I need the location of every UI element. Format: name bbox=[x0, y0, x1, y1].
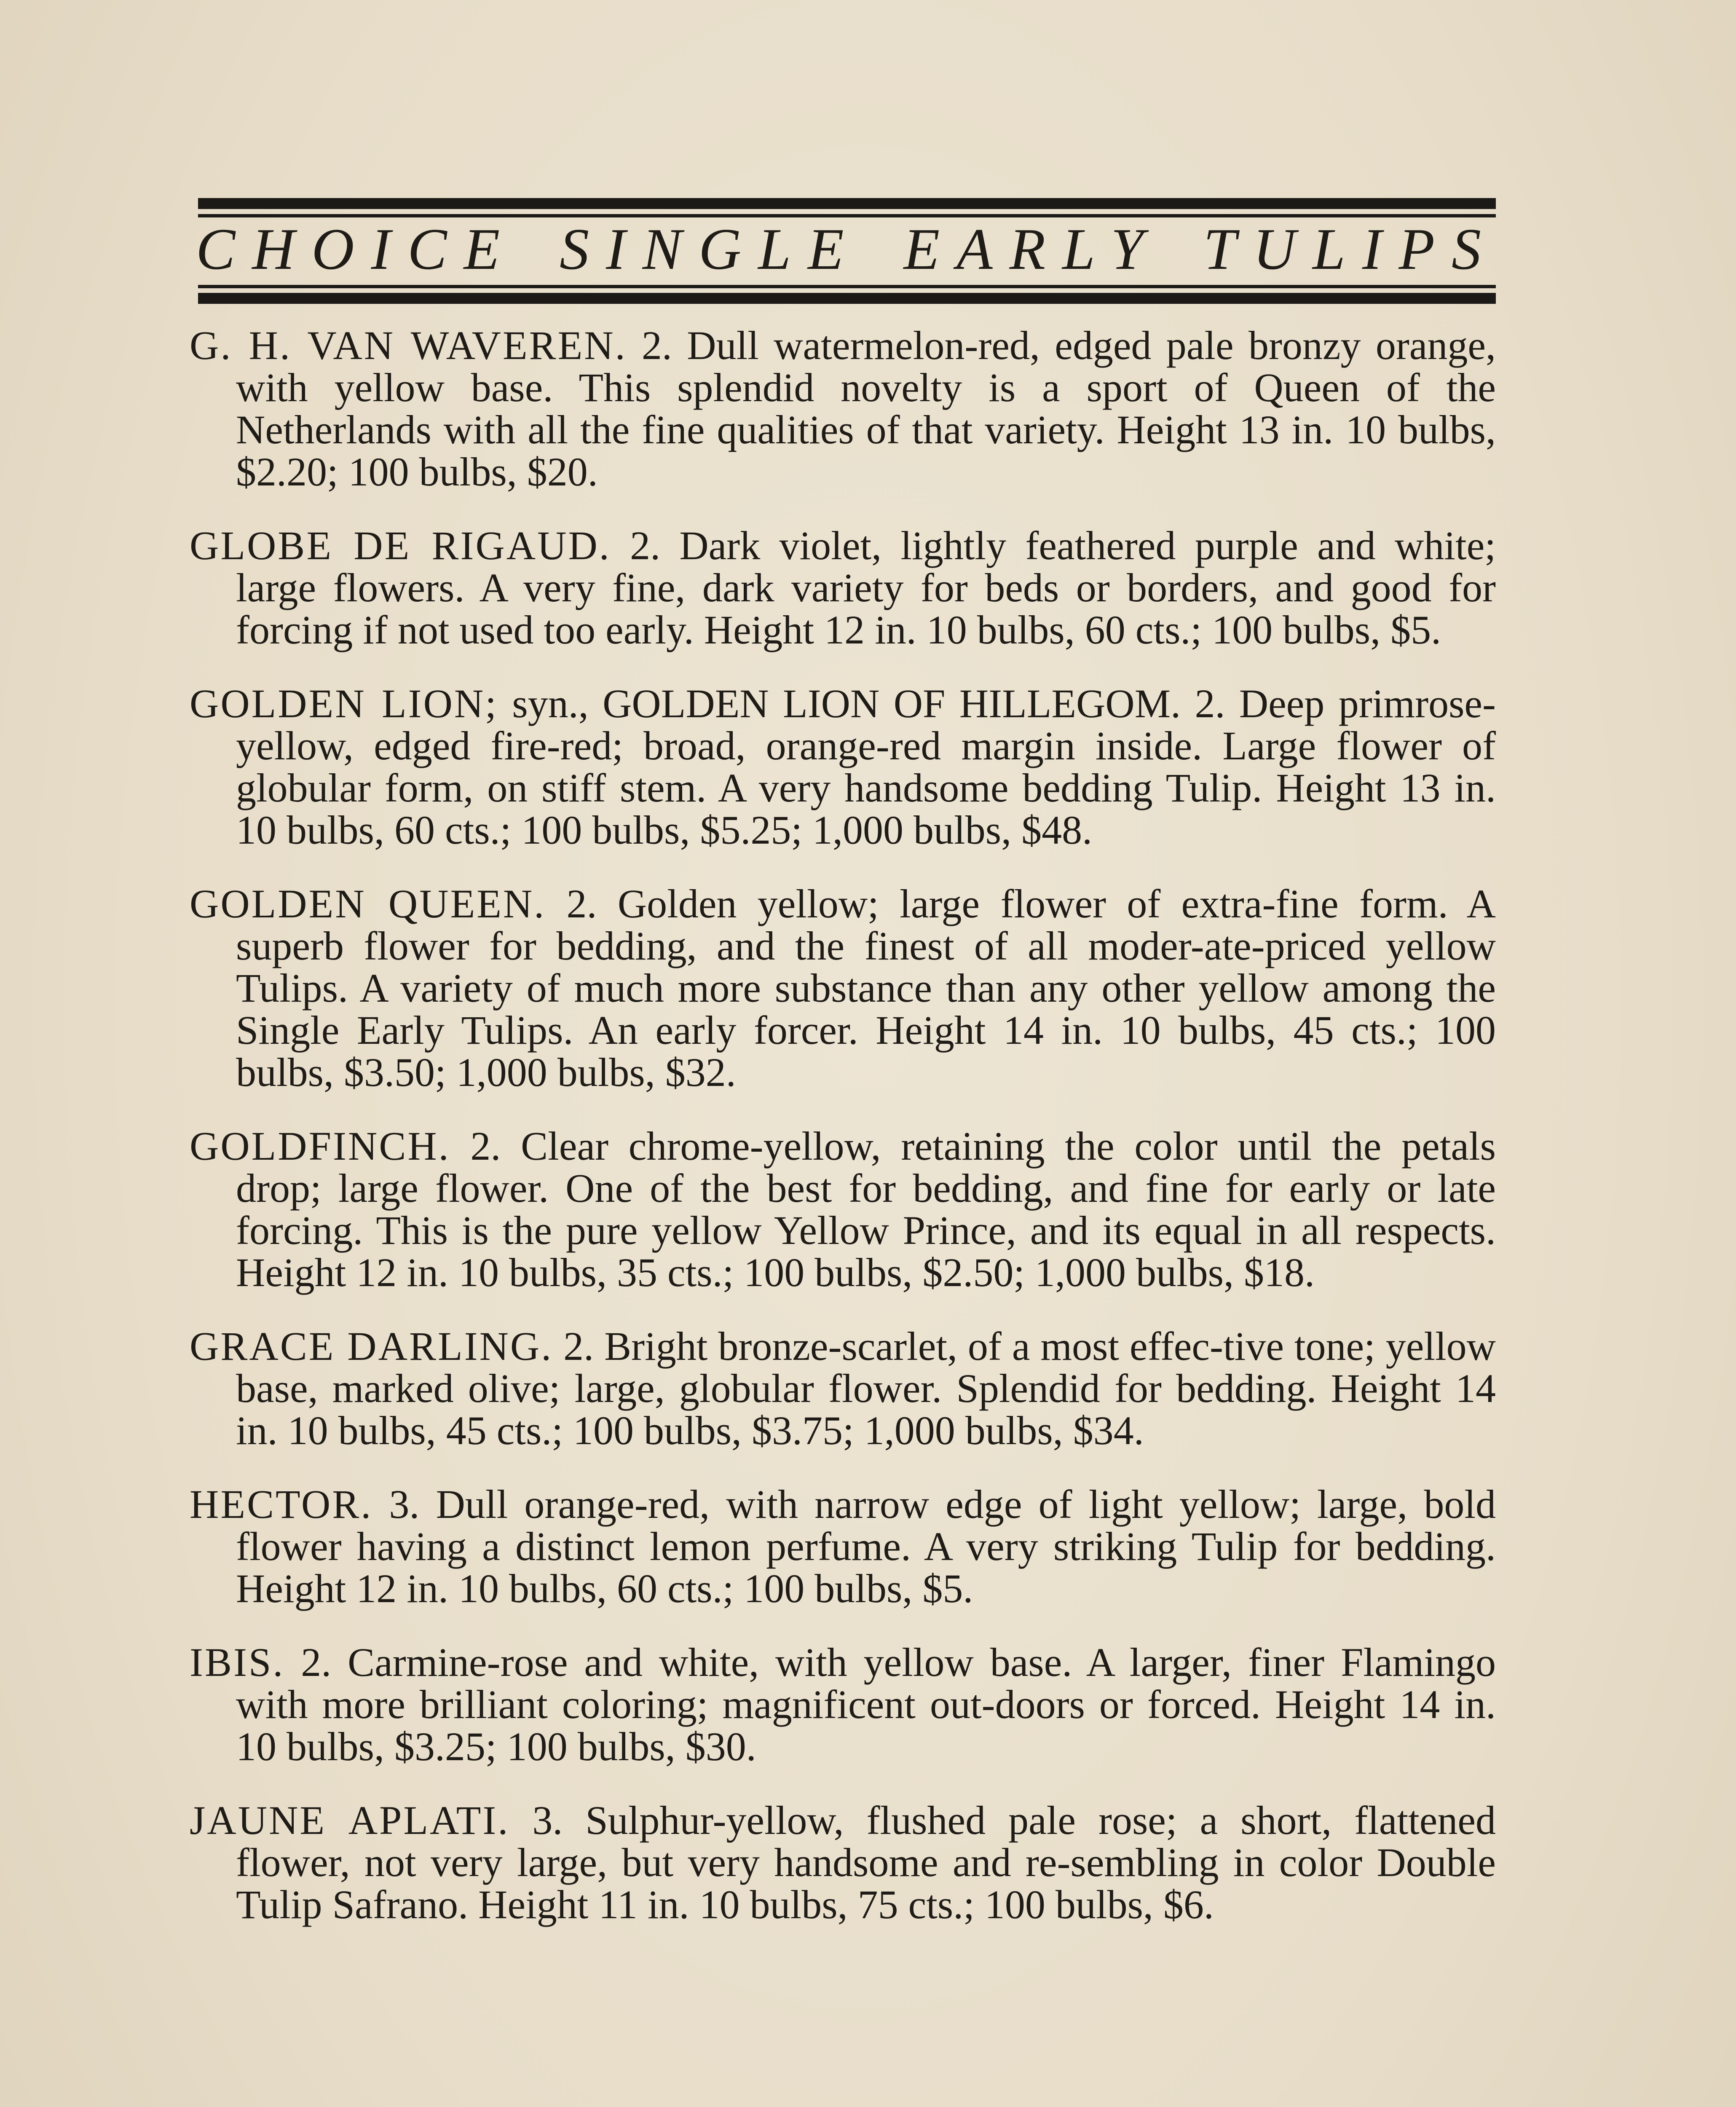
tulip-entry bbox=[190, 324, 1496, 493]
tulip-entry bbox=[190, 1325, 1496, 1452]
tulip-description: 3. Dull orange-red, with narrow edge of light yellow; large, bold flower having a distinct lemon perfume. A very striking Tulip for bedding. Height 12 in. 10 bulbs, 60 cts.; 100 bulbs, $5. bbox=[236, 1482, 1496, 1611]
heading-word: CHOICE bbox=[196, 217, 517, 282]
tulip-entry bbox=[190, 1125, 1496, 1294]
tulip-description: 3. Sulphur-yellow, flushed pale rose; a short, flattened flower, not very large, but very handsome and re-sembling in color Double Tulip Safrano. Height 11 in. 10 bulbs, 75 cts.; 100 bulbs, $6. bbox=[236, 1798, 1496, 1927]
tulip-name: GOLDEN QUEEN. bbox=[190, 881, 546, 926]
heading-word: SINGLE bbox=[560, 217, 861, 282]
tulip-description: 2. Dull watermelon-red, edged pale bronzy orange, with yellow base. This splendid novelty is a sport of Queen of the Netherlands with all the fine qualities of that variety. Height 13 in. 10 bulbs, $2.20; 100 bulbs, $20. bbox=[236, 323, 1496, 494]
tulip-entry bbox=[190, 1483, 1496, 1610]
tulip-name: GOLDFINCH. bbox=[190, 1123, 450, 1169]
tulip-entry bbox=[190, 1641, 1496, 1768]
heading-bottom-thin-rule bbox=[198, 285, 1496, 288]
tulip-description: syn., GOLDEN LION OF HILLEGOM. 2. Deep primrose-yellow, edged fire-red; broad, orange-red margin inside. Large flower of globular form, on stiff stem. A very handsome bedding Tulip. Height 13 in. 10 bulbs, 60 cts.; 100 bulbs, $5.25; 1,000 bulbs, $48. bbox=[236, 681, 1496, 852]
tulip-name: HECTOR. bbox=[190, 1482, 373, 1527]
heading-word: TULIPS bbox=[1203, 217, 1498, 282]
tulip-entry bbox=[190, 1799, 1496, 1926]
tulip-description: 2. Bright bronze-scarlet, of a most effec-tive tone; yellow base, marked olive; large, globular flower. Splendid for bedding. Height 14 in. 10 bulbs, 45 cts.; 100 bulbs, $3.75; 1,000 bulbs, $34. bbox=[236, 1324, 1496, 1453]
page-heading bbox=[196, 216, 1498, 283]
tulip-name: G. H. VAN WAVEREN. bbox=[190, 323, 627, 368]
tulip-entry bbox=[190, 683, 1496, 851]
tulip-description: 2. Golden yellow; large flower of extra-fine form. A superb flower for bedding, and the finest of all moder-ate-priced yellow Tulips. A variety of much more substance than any other yellow among the Single Early Tulips. An early forcer. Height 14 in. 10 bulbs, 45 cts.; 100 bulbs, $3.50; 1,000 bulbs, $32. bbox=[236, 881, 1496, 1095]
tulip-name: GRACE DARLING. bbox=[190, 1324, 553, 1369]
tulip-description: 2. Clear chrome-yellow, retaining the color until the petals drop; large flower. One of the best for bedding, and fine for early or late forcing. This is the pure yellow Yellow Prince, and its equal in all respects. Height 12 in. 10 bulbs, 35 cts.; 100 bulbs, $2.50; 1,000 bulbs, $18. bbox=[236, 1123, 1496, 1295]
heading-top-rule bbox=[198, 198, 1496, 209]
tulip-name: JAUNE APLATI. bbox=[190, 1798, 510, 1843]
tulip-entry bbox=[190, 883, 1496, 1094]
tulip-description: 2. Carmine-rose and white, with yellow base. A larger, finer Flamingo with more brilliant coloring; magnificent out-doors or forced. Height 14 in. 10 bulbs, $3.25; 100 bulbs, $30. bbox=[236, 1640, 1496, 1769]
tulip-entry bbox=[190, 525, 1496, 651]
tulip-description: 2. Dark violet, lightly feathered purple and white; large flowers. A very fine, dark variety for beds or borders, and good for forcing if not used too early. Height 12 in. 10 bulbs, 60 cts.; 100 bulbs, $5. bbox=[236, 523, 1496, 652]
heading-bottom-rule bbox=[198, 293, 1496, 304]
tulip-entries-list bbox=[190, 324, 1496, 1957]
heading-word: EARLY bbox=[903, 217, 1161, 282]
tulip-name: GOLDEN LION; bbox=[190, 681, 498, 726]
tulip-name: IBIS. bbox=[190, 1640, 285, 1685]
tulip-name: GLOBE DE RIGAUD. bbox=[190, 523, 611, 568]
